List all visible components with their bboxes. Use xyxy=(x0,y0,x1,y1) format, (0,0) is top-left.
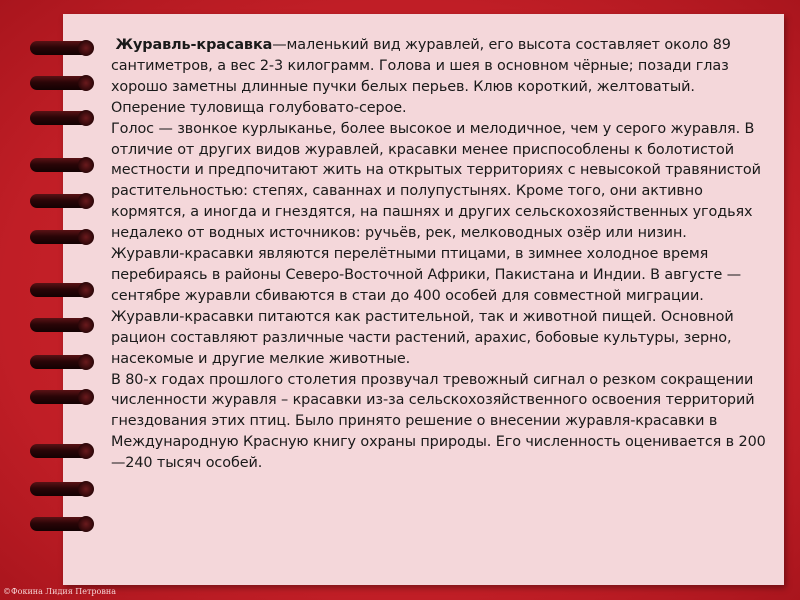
migration-paragraph: Журавли-красавки являются перелётными птицами, в зимнее холодное время перебираясь в районы Северо-Восточной Африки, Пакистана и Индии. В августе — сентябре журавли сбиваются в стаи до 400 особей для совместной миграции. xyxy=(111,246,742,304)
article-heading: Журавль-красавка xyxy=(115,37,273,53)
ring-10 xyxy=(30,389,94,405)
diet-paragraph: Журавли-красавки питаются как растительной, так и животной пищей. Основной рацион составляют различные части растений, арахис, бобовые культуры, зерно, насекомые и другие мелкие животные. xyxy=(111,308,734,367)
ring-11 xyxy=(30,443,94,459)
voice-paragraph: Голос — звонкое курлыканье, более высокое и мелодичное, чем у серого журавля. В отличие от других видов журавлей, красавки менее приспособлены к болотистой местности и предпочитают жить на открытых территориях с невысокой травянистой растительностью: степях, саваннах и полупустынях. Кроме того, они активно кормятся, а иногда и гнездятся, на пашнях и других сельскохозяйственных угодьях недалеко от водных источников: ручьёв, рек, мелководных озёр или низин. xyxy=(111,120,761,242)
conservation-paragraph: В 80-х годах прошлого столетия прозвучал тревожный сигнал о резком сокращении численности журавля – красавки из-за сельскохозяйственного освоения территорий гнездования этих птиц. Было принято решение о внесении журавля-красавки в Международную Красную книгу охраны природы. Его численность оценивается в 200—240 тысяч особей. xyxy=(111,371,766,472)
spiral-binding xyxy=(0,0,100,600)
intro-text: —маленький вид журавлей, его высота составляет около 89 сантиметров, а вес 2-3 килограмм. Голова и шея в основном чёрные; позади глаз хорошо заметны длинные пучки белых перьев. Клюв короткий, желтоватый. Оперение туловища голубовато-серое. xyxy=(111,37,731,116)
ring-8 xyxy=(30,317,94,333)
author-credit: ©Фокина Лидия Петровна xyxy=(3,587,116,596)
ring-5 xyxy=(30,193,94,209)
intro-paragraph xyxy=(111,35,771,119)
article-text xyxy=(111,35,771,474)
ring-12 xyxy=(30,481,94,497)
ring-7 xyxy=(30,282,94,298)
ring-6 xyxy=(30,229,94,245)
ring-2 xyxy=(30,75,94,91)
ring-4 xyxy=(30,157,94,173)
ring-3 xyxy=(30,110,94,126)
ring-13 xyxy=(30,516,94,532)
ring-1 xyxy=(30,40,94,56)
ring-9 xyxy=(30,354,94,370)
